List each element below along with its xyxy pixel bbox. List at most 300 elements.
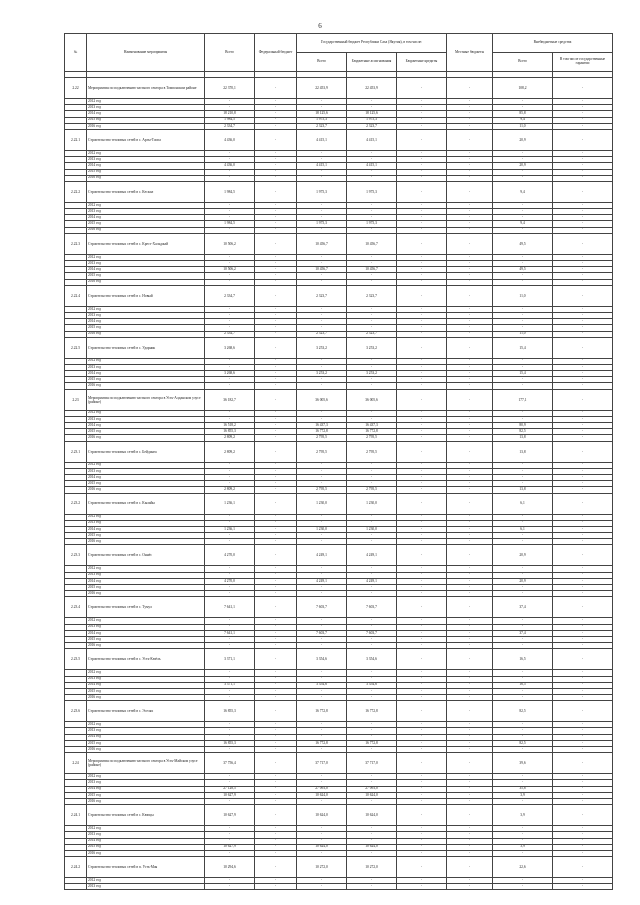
extra-gov-cell: - xyxy=(553,279,613,285)
state-total-cell: - xyxy=(297,157,347,163)
extra-total-cell: - xyxy=(493,585,553,591)
state-credit-cell: - xyxy=(397,435,447,441)
extra-gov-cell: - xyxy=(553,117,613,123)
row-number: 2.24 xyxy=(65,753,87,774)
state-total-cell: 10 456,7 xyxy=(297,267,347,273)
extra-total-cell: - xyxy=(493,105,553,111)
local-cell: - xyxy=(447,805,493,826)
header-name: Наименование мероприятия xyxy=(87,34,205,72)
state-budget-cell: - xyxy=(347,533,397,539)
measure-row xyxy=(65,78,613,99)
state-total-cell: - xyxy=(297,364,347,370)
local-cell: - xyxy=(447,117,493,123)
extra-total-cell: 11,0 xyxy=(493,331,553,337)
year-label: 2015 год xyxy=(87,740,205,746)
state-total-cell: - xyxy=(297,227,347,233)
federal-cell: - xyxy=(255,539,297,545)
state-budget-cell: - xyxy=(347,676,397,682)
header-no: № xyxy=(65,34,87,72)
extra-total-cell: - xyxy=(493,325,553,331)
state-budget-cell: - xyxy=(347,279,397,285)
local-cell: - xyxy=(447,734,493,740)
state-total-cell: - xyxy=(297,878,347,884)
extra-total-cell: - xyxy=(493,618,553,624)
year-label: 2016 год xyxy=(87,175,205,181)
state-credit-cell: - xyxy=(397,701,447,722)
state-credit-cell: - xyxy=(397,487,447,493)
federal-cell: - xyxy=(255,267,297,273)
local-cell: - xyxy=(447,597,493,618)
state-credit-cell: - xyxy=(397,233,447,254)
extra-gov-cell: - xyxy=(553,566,613,572)
state-budget-cell: 2 323,7 xyxy=(347,331,397,337)
state-total-cell: 1 975,3 xyxy=(297,117,347,123)
total-cell: - xyxy=(205,462,255,468)
state-budget-cell: - xyxy=(347,481,397,487)
measure-name: Строительство тепловых сетей в с. Оннёс xyxy=(87,545,205,566)
extra-total-cell: - xyxy=(493,261,553,267)
local-cell: - xyxy=(447,695,493,701)
state-budget-cell: - xyxy=(347,410,397,416)
year-label: 2015 год xyxy=(87,117,205,123)
extra-gov-cell: - xyxy=(553,150,613,156)
local-cell: - xyxy=(447,649,493,670)
total-cell: - xyxy=(205,325,255,331)
extra-total-cell: - xyxy=(493,481,553,487)
state-total-cell: - xyxy=(297,798,347,804)
header-extra-total: Всего xyxy=(493,53,553,72)
header-state-total: Всего xyxy=(297,53,347,72)
row-number: 2.24.1 xyxy=(65,805,87,826)
state-budget-cell: - xyxy=(347,306,397,312)
local-cell: - xyxy=(447,728,493,734)
total-cell: - xyxy=(205,591,255,597)
table-header xyxy=(65,34,613,78)
state-credit-cell: - xyxy=(397,850,447,856)
federal-cell: - xyxy=(255,857,297,878)
state-credit-cell: - xyxy=(397,364,447,370)
total-cell: - xyxy=(205,215,255,221)
state-budget-cell: 3 253,2 xyxy=(347,337,397,358)
local-cell: - xyxy=(447,630,493,636)
local-cell: - xyxy=(447,474,493,480)
federal-cell: - xyxy=(255,740,297,746)
federal-cell: - xyxy=(255,545,297,566)
total-cell: - xyxy=(205,312,255,318)
total-cell: 36 182,7 xyxy=(205,389,255,410)
extra-gov-cell: - xyxy=(553,261,613,267)
local-cell: - xyxy=(447,832,493,838)
year-label: 2014 год xyxy=(87,526,205,532)
state-budget-cell: 4 415,1 xyxy=(347,129,397,150)
federal-cell: - xyxy=(255,676,297,682)
extra-gov-cell: - xyxy=(553,624,613,630)
state-credit-cell: - xyxy=(397,826,447,832)
federal-cell: - xyxy=(255,688,297,694)
state-credit-cell: - xyxy=(397,520,447,526)
state-credit-cell: - xyxy=(397,163,447,169)
measure-row xyxy=(65,597,613,618)
state-credit-cell: - xyxy=(397,319,447,325)
extra-gov-cell: - xyxy=(553,832,613,838)
state-credit-cell: - xyxy=(397,423,447,429)
total-cell: 2 334,7 xyxy=(205,331,255,337)
state-total-cell: 4 415,1 xyxy=(297,163,347,169)
state-budget-cell: 2 795,5 xyxy=(347,487,397,493)
state-credit-cell: - xyxy=(397,371,447,377)
local-cell: - xyxy=(447,520,493,526)
local-cell: - xyxy=(447,786,493,792)
extra-gov-cell: - xyxy=(553,371,613,377)
state-budget-cell: 1 975,3 xyxy=(347,117,397,123)
extra-gov-cell: - xyxy=(553,78,613,99)
state-credit-cell: - xyxy=(397,416,447,422)
federal-cell: - xyxy=(255,312,297,318)
federal-cell: - xyxy=(255,175,297,181)
year-label: 2014 год xyxy=(87,371,205,377)
extra-total-cell: - xyxy=(493,688,553,694)
state-total-cell: 2 795,5 xyxy=(297,441,347,462)
total-cell: 4 436,0 xyxy=(205,129,255,150)
local-cell: - xyxy=(447,774,493,780)
header-state-budget: Бюджетные ассигнования xyxy=(347,53,397,72)
extra-total-cell: - xyxy=(493,826,553,832)
extra-gov-cell: - xyxy=(553,383,613,389)
local-cell: - xyxy=(447,792,493,798)
extra-total-cell: - xyxy=(493,670,553,676)
total-cell: 16 855,3 xyxy=(205,429,255,435)
extra-gov-cell: - xyxy=(553,884,613,890)
federal-cell: - xyxy=(255,734,297,740)
federal-cell: - xyxy=(255,832,297,838)
state-total-cell: 16 772,8 xyxy=(297,740,347,746)
local-cell: - xyxy=(447,545,493,566)
extra-gov-cell: - xyxy=(553,123,613,129)
state-budget-cell: - xyxy=(347,105,397,111)
extra-gov-cell: - xyxy=(553,636,613,642)
state-budget-cell: 1 230,0 xyxy=(347,526,397,532)
extra-total-cell: - xyxy=(493,624,553,630)
extra-total-cell: 35,8 xyxy=(493,786,553,792)
state-total-cell: - xyxy=(297,572,347,578)
state-total-cell: 1 230,0 xyxy=(297,526,347,532)
total-cell: - xyxy=(205,520,255,526)
local-cell: - xyxy=(447,682,493,688)
local-cell: - xyxy=(447,233,493,254)
year-label: 2012 год xyxy=(87,670,205,676)
federal-cell: - xyxy=(255,261,297,267)
row-number: 2.22.2 xyxy=(65,181,87,202)
extra-gov-cell: - xyxy=(553,254,613,260)
federal-cell: - xyxy=(255,747,297,753)
state-total-cell: - xyxy=(297,850,347,856)
federal-cell: - xyxy=(255,630,297,636)
federal-cell: - xyxy=(255,701,297,722)
state-total-cell: - xyxy=(297,377,347,383)
state-budget-cell: 1 975,3 xyxy=(347,181,397,202)
extra-gov-cell: - xyxy=(553,578,613,584)
state-total-cell: 37 717,0 xyxy=(297,753,347,774)
local-cell: - xyxy=(447,838,493,844)
local-cell: - xyxy=(447,325,493,331)
year-label: 2013 год xyxy=(87,780,205,786)
federal-cell: - xyxy=(255,279,297,285)
extra-gov-cell: - xyxy=(553,878,613,884)
state-total-cell: - xyxy=(297,474,347,480)
total-cell: - xyxy=(205,585,255,591)
total-cell: 10 506,2 xyxy=(205,267,255,273)
extra-total-cell: 177,1 xyxy=(493,389,553,410)
state-budget-cell: 2 795,5 xyxy=(347,441,397,462)
extra-gov-cell: - xyxy=(553,215,613,221)
state-budget-cell: - xyxy=(347,169,397,175)
year-label: 2015 год xyxy=(87,533,205,539)
year-label: 2013 год xyxy=(87,728,205,734)
state-total-cell: - xyxy=(297,358,347,364)
state-budget-cell: - xyxy=(347,474,397,480)
state-total-cell: 16 772,8 xyxy=(297,701,347,722)
measure-row xyxy=(65,285,613,306)
local-cell: - xyxy=(447,798,493,804)
state-total-cell: 10 624,0 xyxy=(297,844,347,850)
federal-cell: - xyxy=(255,99,297,105)
year-label: 2014 год xyxy=(87,578,205,584)
state-budget-cell: 2 795,5 xyxy=(347,435,397,441)
local-cell: - xyxy=(447,643,493,649)
total-cell: - xyxy=(205,636,255,642)
state-total-cell: - xyxy=(297,520,347,526)
local-cell: - xyxy=(447,533,493,539)
measure-name: Строительство тепловых сетей в с. Новый xyxy=(87,285,205,306)
state-credit-cell: - xyxy=(397,734,447,740)
state-credit-cell: - xyxy=(397,747,447,753)
total-cell: 4 270,0 xyxy=(205,578,255,584)
federal-cell: - xyxy=(255,441,297,462)
local-cell: - xyxy=(447,429,493,435)
state-budget-cell: 10 456,7 xyxy=(347,267,397,273)
extra-gov-cell: - xyxy=(553,857,613,878)
federal-cell: - xyxy=(255,429,297,435)
state-total-cell: 3 253,2 xyxy=(297,337,347,358)
total-cell: 16 855,3 xyxy=(205,740,255,746)
state-total-cell: 3 354,6 xyxy=(297,682,347,688)
year-label: 2016 год xyxy=(87,643,205,649)
measure-row xyxy=(65,493,613,514)
total-cell: - xyxy=(205,150,255,156)
year-label: 2013 год xyxy=(87,209,205,215)
total-cell: 22 370,1 xyxy=(205,78,255,99)
total-cell: 10 627,9 xyxy=(205,792,255,798)
state-credit-cell: - xyxy=(397,844,447,850)
total-cell: 16 518,2 xyxy=(205,423,255,429)
header-extra-group: Внебюджетные средства xyxy=(493,34,613,53)
extra-gov-cell: - xyxy=(553,221,613,227)
federal-cell: - xyxy=(255,798,297,804)
year-label: 2014 год xyxy=(87,734,205,740)
total-cell: - xyxy=(205,747,255,753)
state-credit-cell: - xyxy=(397,682,447,688)
federal-cell: - xyxy=(255,481,297,487)
year-label: 2014 год xyxy=(87,423,205,429)
federal-cell: - xyxy=(255,850,297,856)
measure-name: Строительство тепловых сетей в с. Кылайы xyxy=(87,493,205,514)
state-budget-cell: - xyxy=(347,383,397,389)
year-label: 2015 год xyxy=(87,325,205,331)
state-total-cell: - xyxy=(297,410,347,416)
financing-table xyxy=(64,33,613,890)
state-credit-cell: - xyxy=(397,285,447,306)
extra-gov-cell: - xyxy=(553,786,613,792)
extra-total-cell: 6,1 xyxy=(493,526,553,532)
state-credit-cell: - xyxy=(397,169,447,175)
federal-cell: - xyxy=(255,319,297,325)
extra-gov-cell: - xyxy=(553,740,613,746)
row-number: 2.23 xyxy=(65,389,87,410)
federal-cell: - xyxy=(255,78,297,99)
federal-cell: - xyxy=(255,695,297,701)
extra-gov-cell: - xyxy=(553,285,613,306)
year-label: 2012 год xyxy=(87,254,205,260)
year-label: 2013 год xyxy=(87,832,205,838)
state-total-cell: 10 624,0 xyxy=(297,792,347,798)
state-credit-cell: - xyxy=(397,227,447,233)
header-state-credit: Бюджетные кредиты xyxy=(397,53,447,72)
federal-cell: - xyxy=(255,597,297,618)
state-credit-cell: - xyxy=(397,624,447,630)
state-credit-cell: - xyxy=(397,129,447,150)
extra-gov-cell: - xyxy=(553,734,613,740)
total-cell: 1 236,1 xyxy=(205,493,255,514)
federal-cell: - xyxy=(255,377,297,383)
local-cell: - xyxy=(447,850,493,856)
local-cell: - xyxy=(447,844,493,850)
extra-total-cell: 13,8 xyxy=(493,435,553,441)
local-cell: - xyxy=(447,670,493,676)
local-cell: - xyxy=(447,150,493,156)
state-credit-cell: - xyxy=(397,279,447,285)
federal-cell: - xyxy=(255,209,297,215)
state-credit-cell: - xyxy=(397,383,447,389)
extra-gov-cell: - xyxy=(553,722,613,728)
total-cell: 2 809,2 xyxy=(205,435,255,441)
federal-cell: - xyxy=(255,591,297,597)
extra-gov-cell: - xyxy=(553,99,613,105)
state-credit-cell: - xyxy=(397,468,447,474)
local-cell: - xyxy=(447,371,493,377)
local-cell: - xyxy=(447,572,493,578)
extra-gov-cell: - xyxy=(553,468,613,474)
federal-cell: - xyxy=(255,111,297,117)
extra-total-cell: - xyxy=(493,169,553,175)
federal-cell: - xyxy=(255,117,297,123)
state-total-cell: 3 354,6 xyxy=(297,649,347,670)
extra-total-cell: - xyxy=(493,410,553,416)
extra-gov-cell: - xyxy=(553,267,613,273)
extra-total-cell: 22,6 xyxy=(493,857,553,878)
local-cell: - xyxy=(447,312,493,318)
state-credit-cell: - xyxy=(397,578,447,584)
state-budget-cell: - xyxy=(347,636,397,642)
extra-gov-cell: - xyxy=(553,670,613,676)
extra-gov-cell: - xyxy=(553,676,613,682)
extra-total-cell: 108,2 xyxy=(493,78,553,99)
state-budget-cell: - xyxy=(347,364,397,370)
year-label: 2012 год xyxy=(87,150,205,156)
state-credit-cell: - xyxy=(397,857,447,878)
state-budget-cell: - xyxy=(347,319,397,325)
year-label: 2013 год xyxy=(87,105,205,111)
extra-gov-cell: - xyxy=(553,539,613,545)
state-total-cell: - xyxy=(297,585,347,591)
row-number: 2.22.5 xyxy=(65,337,87,358)
state-budget-cell: - xyxy=(347,462,397,468)
measure-name: Строительство тепловых сетей в с. Тумул xyxy=(87,597,205,618)
total-cell: 2 334,7 xyxy=(205,123,255,129)
state-credit-cell: - xyxy=(397,254,447,260)
total-cell: 4 270,0 xyxy=(205,545,255,566)
local-cell: - xyxy=(447,676,493,682)
local-cell: - xyxy=(447,377,493,383)
state-credit-cell: - xyxy=(397,306,447,312)
local-cell: - xyxy=(447,181,493,202)
federal-cell: - xyxy=(255,227,297,233)
state-credit-cell: - xyxy=(397,630,447,636)
total-cell: - xyxy=(205,722,255,728)
total-cell: 2 334,7 xyxy=(205,285,255,306)
state-budget-cell: 36 005,6 xyxy=(347,389,397,410)
local-cell: - xyxy=(447,254,493,260)
local-cell: - xyxy=(447,202,493,208)
state-total-cell: - xyxy=(297,636,347,642)
year-label: 2015 год xyxy=(87,688,205,694)
state-credit-cell: - xyxy=(397,123,447,129)
year-label: 2014 год xyxy=(87,682,205,688)
state-budget-cell: - xyxy=(347,566,397,572)
year-label: 2014 год xyxy=(87,786,205,792)
extra-total-cell: 3,9 xyxy=(493,792,553,798)
extra-gov-cell: - xyxy=(553,157,613,163)
state-budget-cell: - xyxy=(347,416,397,422)
local-cell: - xyxy=(447,267,493,273)
state-credit-cell: - xyxy=(397,157,447,163)
extra-total-cell: - xyxy=(493,306,553,312)
row-number: 2.23.5 xyxy=(65,649,87,670)
local-cell: - xyxy=(447,591,493,597)
extra-total-cell: - xyxy=(493,591,553,597)
header-state-group: Государственный бюджет Республики Саха (Якутия), в том числе: xyxy=(297,34,447,53)
federal-cell: - xyxy=(255,163,297,169)
year-label: 2016 год xyxy=(87,591,205,597)
state-credit-cell: - xyxy=(397,533,447,539)
total-cell: 1 984,5 xyxy=(205,181,255,202)
extra-gov-cell: - xyxy=(553,618,613,624)
extra-gov-cell: - xyxy=(553,441,613,462)
row-number: 2.23.2 xyxy=(65,493,87,514)
state-total-cell: 10 456,7 xyxy=(297,233,347,254)
extra-gov-cell: - xyxy=(553,175,613,181)
local-cell: - xyxy=(447,514,493,520)
state-credit-cell: - xyxy=(397,175,447,181)
state-budget-cell: - xyxy=(347,261,397,267)
state-credit-cell: - xyxy=(397,753,447,774)
year-label: 2015 год xyxy=(87,429,205,435)
year-label: 2016 год xyxy=(87,383,205,389)
state-credit-cell: - xyxy=(397,111,447,117)
state-total-cell: - xyxy=(297,832,347,838)
federal-cell: - xyxy=(255,514,297,520)
year-label: 2013 год xyxy=(87,364,205,370)
extra-gov-cell: - xyxy=(553,358,613,364)
